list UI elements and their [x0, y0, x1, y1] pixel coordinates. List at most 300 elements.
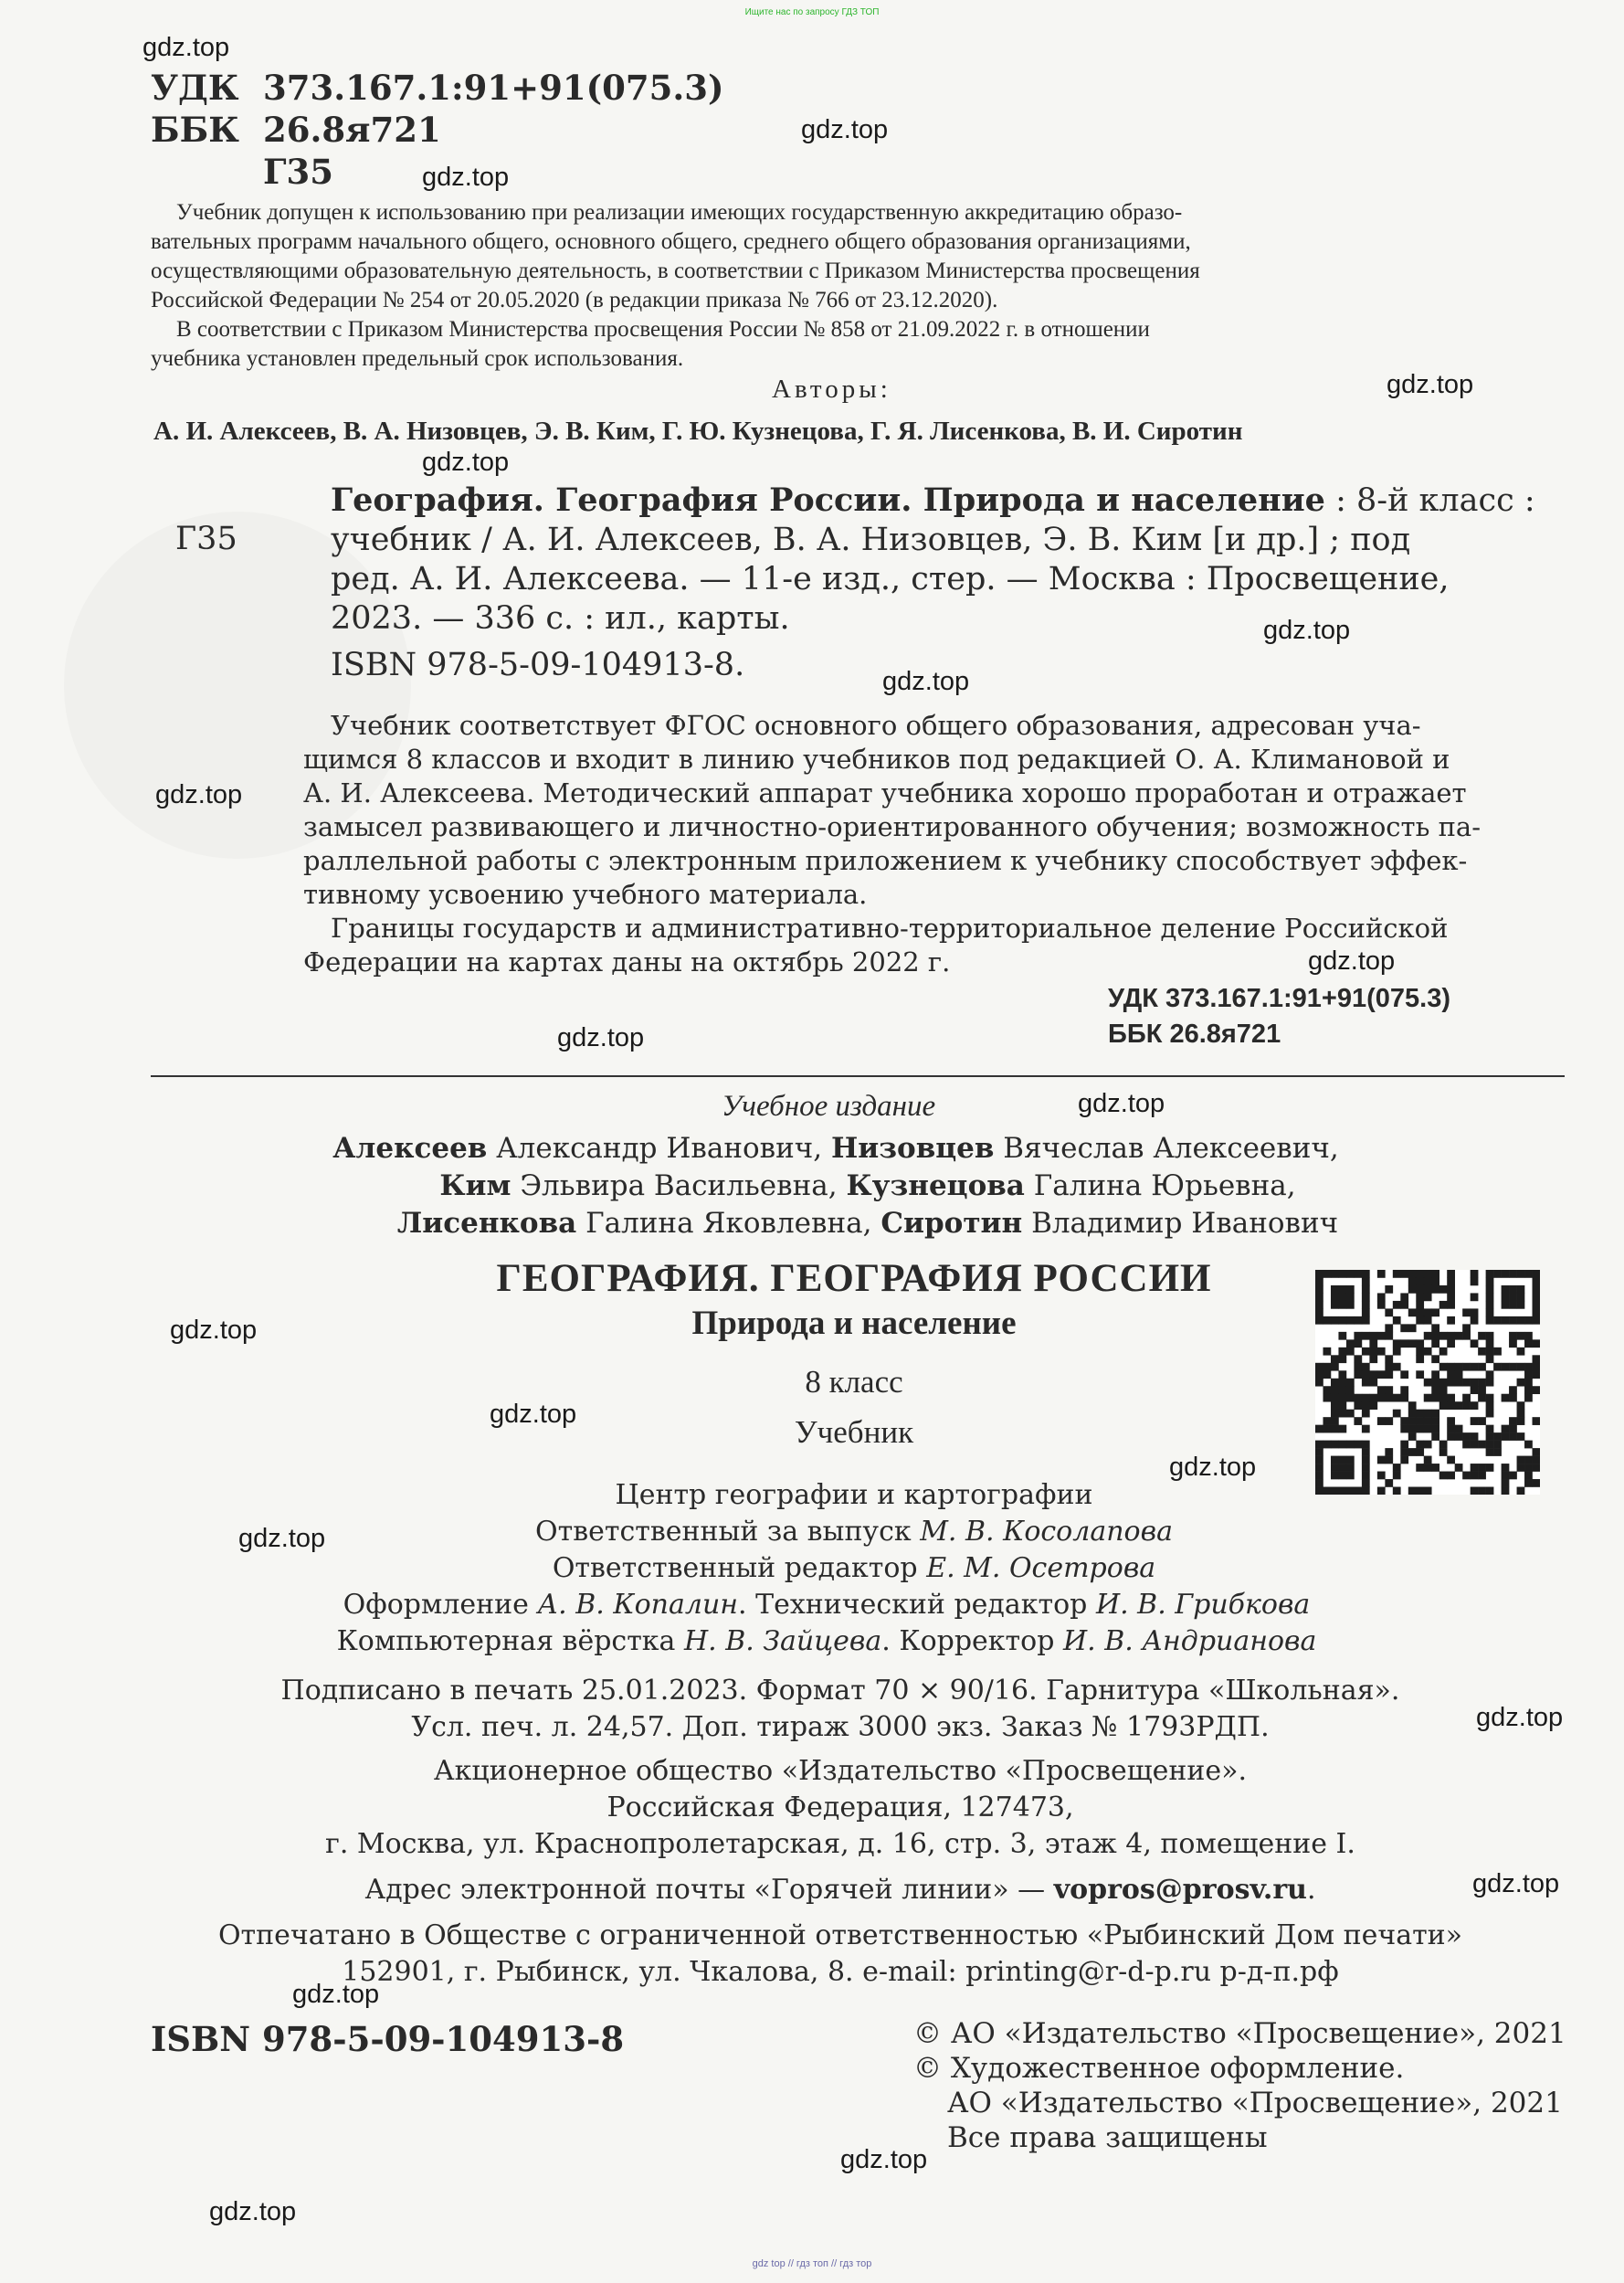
qr-module	[1424, 1464, 1432, 1472]
watermark: gdz.top	[1387, 370, 1474, 399]
qr-module	[1315, 1363, 1323, 1371]
watermark: gdz.top	[801, 115, 889, 144]
qr-module	[1517, 1432, 1525, 1441]
qr-module	[1315, 1316, 1323, 1325]
print-line: Российская Федерация, 127473,	[606, 1792, 1074, 1823]
qr-module	[1509, 1316, 1517, 1325]
qr-module	[1424, 1332, 1432, 1340]
qr-module	[1408, 1487, 1417, 1495]
credit-label: Компьютерная вёрстка	[336, 1625, 676, 1657]
credits-center: Центр географии и картографии	[615, 1479, 1093, 1511]
qr-module	[1393, 1472, 1401, 1480]
section-divider	[151, 1075, 1565, 1077]
qr-module	[1377, 1394, 1386, 1402]
author-given: Владимир Иванович	[1022, 1207, 1339, 1240]
annotation-udk: УДК 373.167.1:91+91(075.3)	[1108, 984, 1450, 1013]
qr-module	[1524, 1394, 1533, 1402]
qr-module	[1408, 1277, 1417, 1285]
qr-module	[1486, 1355, 1494, 1363]
approval-line: Российской Федерации № 254 от 20.05.2020 (в редакции приказа № 766 от 23.12.2020).	[151, 288, 998, 312]
qr-module	[1346, 1379, 1355, 1387]
qr-module	[1455, 1332, 1463, 1340]
qr-module	[1502, 1432, 1510, 1441]
qr-module	[1462, 1324, 1471, 1332]
bibliographic-record	[331, 481, 1536, 685]
qr-module	[1369, 1370, 1377, 1379]
qr-module	[1533, 1293, 1540, 1301]
qr-module	[1408, 1425, 1417, 1433]
qr-module	[1338, 1394, 1346, 1402]
qr-module	[1447, 1293, 1455, 1301]
watermark: gdz.top	[142, 33, 230, 62]
qr-module	[1486, 1308, 1494, 1316]
qr-module	[1400, 1370, 1408, 1379]
print-line: Отпечатано в Обществе с ограниченной ответственностью «Рыбинский Дом печати»	[217, 1919, 1463, 1951]
qr-module	[1517, 1487, 1525, 1495]
qr-module	[1354, 1401, 1362, 1410]
author-given: Галина Юрьевна,	[1024, 1169, 1296, 1202]
qr-module	[1524, 1379, 1533, 1387]
qr-module	[1493, 1363, 1502, 1371]
qr-module	[1346, 1394, 1355, 1402]
qr-module	[1400, 1456, 1408, 1464]
qr-module	[1400, 1386, 1408, 1394]
watermark: gdz.top	[422, 163, 510, 192]
qr-module	[1362, 1308, 1370, 1316]
qr-module	[1509, 1472, 1517, 1480]
qr-module	[1471, 1270, 1479, 1278]
author-surname: Сиротин	[881, 1207, 1023, 1240]
qr-module	[1524, 1316, 1533, 1325]
qr-module	[1524, 1441, 1533, 1449]
print-line: г. Москва, ул. Краснопролетарская, д. 16, стр. 3, этаж 4, помещение I.	[325, 1828, 1355, 1860]
annotation-line: А. И. Алексеева. Методический аппарат учебника хорошо проработан и отражает	[303, 777, 1467, 809]
watermark: gdz.top	[882, 667, 970, 696]
qr-module	[1502, 1464, 1510, 1472]
bib-line: учебник / А. И. Алексеев, В. А. Низовцев, Э. В. Ким [и др.] ; под	[331, 522, 1411, 558]
qr-module	[1331, 1316, 1339, 1325]
qr-module	[1502, 1472, 1510, 1480]
qr-module	[1338, 1285, 1346, 1294]
watermark: gdz.top	[170, 1316, 258, 1345]
qr-module	[1431, 1277, 1439, 1285]
qr-module	[1400, 1394, 1408, 1402]
approval-line: вательных программ начального общего, основного общего, среднего общего образования организациями,	[151, 229, 1191, 254]
qr-module	[1478, 1464, 1486, 1472]
qr-module	[1509, 1386, 1517, 1394]
qr-module	[1346, 1472, 1355, 1480]
qr-module	[1502, 1394, 1510, 1402]
qr-module	[1493, 1448, 1502, 1456]
qr-module	[1323, 1363, 1331, 1371]
qr-module	[1416, 1448, 1424, 1456]
qr-module	[1416, 1285, 1424, 1294]
credit-label: . Корректор	[881, 1625, 1055, 1657]
qr-module	[1408, 1324, 1417, 1332]
print-line: 152901, г. Рыбинск, ул. Чкалова, 8. e-mail: printing@r-d-p.ru р-д-п.рф	[342, 1956, 1339, 1988]
qr-module	[1424, 1487, 1432, 1495]
qr-module	[1524, 1456, 1533, 1464]
qr-module	[1362, 1363, 1370, 1371]
qr-module	[1431, 1370, 1439, 1379]
annotation-line: щимся 8 классов и входит в линию учебников под редакцией О. А. Климановой и	[303, 744, 1450, 775]
qr-module	[1385, 1370, 1393, 1379]
credits-line	[365, 1550, 1343, 1587]
qr-module	[1315, 1464, 1323, 1472]
qr-module	[1462, 1308, 1471, 1316]
qr-module	[1400, 1301, 1408, 1309]
qr-module	[1447, 1401, 1455, 1410]
annotation-line: тивному усвоению учебного материала.	[303, 879, 868, 910]
qr-module	[1354, 1394, 1362, 1402]
qr-module	[1393, 1464, 1401, 1472]
qr-module	[1447, 1417, 1455, 1425]
qr-module	[1439, 1301, 1448, 1309]
credit-label: Ответственный за выпуск	[535, 1516, 912, 1548]
qr-module	[1431, 1410, 1439, 1418]
qr-module	[1400, 1293, 1408, 1301]
qr-module	[1524, 1479, 1533, 1487]
qr-module	[1338, 1301, 1346, 1309]
qr-module	[1517, 1316, 1525, 1325]
top-note: Ищите нас по запросу ГДЗ ТОП	[744, 7, 880, 17]
qr-module	[1369, 1339, 1377, 1348]
qr-module	[1439, 1448, 1448, 1456]
qr-module	[1455, 1379, 1463, 1387]
qr-module	[1509, 1417, 1517, 1425]
qr-module	[1486, 1339, 1494, 1348]
qr-module	[1447, 1379, 1455, 1387]
udk-label: УДК	[151, 68, 239, 108]
qr-module	[1346, 1386, 1355, 1394]
qr-module	[1393, 1316, 1401, 1325]
author-surname: Кузнецова	[846, 1169, 1025, 1202]
qr-module	[1447, 1425, 1455, 1433]
qr-module	[1354, 1417, 1362, 1425]
qr-module	[1524, 1386, 1533, 1394]
qr-module	[1509, 1339, 1517, 1348]
qr-module	[1533, 1363, 1540, 1371]
qr-module	[1471, 1487, 1479, 1495]
qr-module	[1331, 1363, 1339, 1371]
copyright-block	[913, 2016, 1571, 2155]
qr-module	[1478, 1441, 1486, 1449]
qr-module	[1362, 1441, 1370, 1449]
qr-module	[1362, 1370, 1370, 1379]
qr-module	[1517, 1401, 1525, 1410]
qr-module	[1338, 1401, 1346, 1410]
qr-module	[1323, 1417, 1331, 1425]
qr-module	[1346, 1441, 1355, 1449]
qr-module	[1400, 1441, 1408, 1449]
qr-module	[1323, 1348, 1331, 1356]
print-line: Акционерное общество «Издательство «Просвещение».	[433, 1755, 1248, 1787]
qr-module	[1502, 1270, 1510, 1278]
qr-module	[1455, 1464, 1463, 1472]
qr-module	[1385, 1386, 1393, 1394]
qr-module	[1362, 1277, 1370, 1285]
qr-module	[1362, 1401, 1370, 1410]
qr-module	[1331, 1270, 1339, 1278]
qr-module	[1338, 1386, 1346, 1394]
credits-line	[311, 1623, 1343, 1660]
authors-names: А. И. Алексеев, В. А. Низовцев, Э. В. Ким, Г. Ю. Кузнецова, Г. Я. Лисенкова, В. И. Сиротин	[153, 417, 1243, 446]
qr-module	[1331, 1386, 1339, 1394]
qr-module	[1462, 1472, 1471, 1480]
qr-module	[1338, 1355, 1346, 1363]
qr-module	[1416, 1270, 1424, 1278]
qr-module	[1393, 1339, 1401, 1348]
qr-module	[1331, 1301, 1339, 1309]
qr-module	[1439, 1332, 1448, 1340]
qr-module	[1471, 1472, 1479, 1480]
bbk-label: ББК	[151, 110, 239, 150]
qr-module	[1416, 1308, 1424, 1316]
qr-module	[1408, 1401, 1417, 1410]
qr-module	[1486, 1370, 1494, 1379]
qr-module	[1338, 1370, 1346, 1379]
qr-module	[1362, 1464, 1370, 1472]
qr-module	[1315, 1370, 1323, 1379]
qr-module	[1439, 1379, 1448, 1387]
qr-module	[1393, 1487, 1401, 1495]
qr-module	[1331, 1456, 1339, 1464]
qr-module	[1331, 1417, 1339, 1425]
qr-module	[1377, 1332, 1386, 1340]
qr-module	[1462, 1379, 1471, 1387]
author-surname: Лисенкова	[396, 1207, 577, 1240]
qr-module	[1323, 1425, 1331, 1433]
annotation-line: раллельной работы с электронным приложением к учебнику способствует эффек-	[303, 845, 1468, 876]
qr-module	[1385, 1332, 1393, 1340]
qr-module	[1517, 1379, 1525, 1387]
qr-module	[1331, 1285, 1339, 1294]
qr-module	[1377, 1301, 1386, 1309]
qr-module	[1323, 1270, 1331, 1278]
qr-module	[1502, 1487, 1510, 1495]
qr-module	[1362, 1270, 1370, 1278]
qr-module	[1471, 1464, 1479, 1472]
qr-module	[1533, 1355, 1540, 1363]
qr-module	[1486, 1332, 1494, 1340]
qr-module	[1533, 1339, 1540, 1348]
qr-module	[1408, 1410, 1417, 1418]
annotation-bbk: ББК 26.8я721	[1108, 1020, 1281, 1049]
qr-module	[1486, 1432, 1494, 1441]
qr-module	[1424, 1417, 1432, 1425]
qr-module	[1486, 1487, 1494, 1495]
author-surname: Алексеев	[332, 1132, 488, 1165]
watermark: gdz.top	[1169, 1453, 1257, 1482]
qr-module	[1424, 1277, 1432, 1285]
edition-label: Учебное издание	[722, 1090, 936, 1123]
qr-module	[1354, 1487, 1362, 1495]
qr-module	[1331, 1293, 1339, 1301]
qr-module	[1493, 1441, 1502, 1449]
qr-module	[1385, 1456, 1393, 1464]
author-given: Галина Яковлевна,	[576, 1207, 881, 1240]
qr-module	[1486, 1277, 1494, 1285]
approval-text	[151, 198, 1565, 374]
print-line: Подписано в печать 25.01.2023. Формат 70 × 90/16. Гарнитура «Школьная».	[280, 1675, 1400, 1707]
qr-module	[1424, 1270, 1432, 1278]
copyright-line: АО «Издательство «Просвещение», 2021	[947, 2087, 1563, 2119]
qr-module	[1486, 1270, 1494, 1278]
credit-name: И. В. Андрианова	[1062, 1625, 1317, 1657]
isbn-bottom: ISBN 978-5-09-104913-8	[151, 2019, 625, 2059]
qr-module	[1509, 1394, 1517, 1402]
credits-block	[336, 1477, 1343, 1660]
qr-module	[1493, 1432, 1502, 1441]
qr-module	[1431, 1324, 1439, 1332]
qr-module	[1471, 1316, 1479, 1325]
hotline-text: Адрес электронной почты «Горячей линии» —	[364, 1874, 1054, 1906]
qr-module	[1455, 1425, 1463, 1433]
qr-module	[1517, 1363, 1525, 1371]
qr-module	[1502, 1363, 1510, 1371]
approval-line: осуществляющими образовательную деятельность, в соответствии с Приказом Министерства просвещения	[151, 259, 1200, 283]
qr-module	[1408, 1339, 1417, 1348]
qr-module	[1315, 1308, 1323, 1316]
qr-module	[1362, 1410, 1370, 1418]
qr-module	[1331, 1401, 1339, 1410]
watermark: gdz.top	[557, 1023, 645, 1052]
qr-module	[1462, 1394, 1471, 1402]
qr-module	[1471, 1379, 1479, 1387]
qr-code	[1315, 1270, 1540, 1495]
qr-module	[1369, 1394, 1377, 1402]
qr-module	[1533, 1448, 1540, 1456]
watermark: gdz.top	[292, 1980, 380, 2009]
qr-module	[1431, 1379, 1439, 1387]
watermark: gdz.top	[1078, 1089, 1165, 1118]
qr-module	[1424, 1348, 1432, 1356]
qr-module	[1369, 1355, 1377, 1363]
qr-module	[1385, 1285, 1393, 1294]
annotation-line: Границы государств и административно-территориальное деление Российской	[331, 913, 1449, 944]
qr-module	[1338, 1332, 1346, 1340]
qr-module	[1369, 1379, 1377, 1387]
qr-module	[1354, 1316, 1362, 1325]
qr-module	[1424, 1394, 1432, 1402]
authors-label: Авторы:	[772, 375, 891, 404]
qr-module	[1447, 1301, 1455, 1309]
bib-title: География. География России. Природа и население	[331, 481, 1325, 519]
qr-module	[1354, 1370, 1362, 1379]
credits-line	[365, 1514, 1343, 1550]
bib-isbn: ISBN 978-5-09-104913-8.	[331, 647, 745, 683]
qr-module	[1517, 1293, 1525, 1301]
qr-module	[1447, 1472, 1455, 1480]
qr-module	[1354, 1339, 1362, 1348]
qr-module	[1362, 1332, 1370, 1340]
qr-module	[1385, 1355, 1393, 1363]
watermark: gdz.top	[1476, 1703, 1564, 1732]
qr-module	[1524, 1270, 1533, 1278]
qr-module	[1362, 1479, 1370, 1487]
watermark: gdz.top	[1263, 616, 1351, 645]
watermark: gdz.top	[490, 1400, 577, 1429]
qr-module	[1517, 1332, 1525, 1340]
credit-name: И. В. Грибкова	[1095, 1589, 1311, 1621]
qr-module	[1416, 1348, 1424, 1356]
qr-module	[1338, 1270, 1346, 1278]
g-code: Г35	[263, 152, 334, 192]
approval-line: В соответствии с Приказом Министерства просвещения России № 858 от 21.09.2022 г. в отношении	[176, 317, 1150, 342]
qr-module	[1338, 1425, 1346, 1433]
qr-module	[1362, 1301, 1370, 1309]
qr-module	[1478, 1487, 1486, 1495]
qr-module	[1431, 1432, 1439, 1441]
qr-module	[1338, 1441, 1346, 1449]
qr-module	[1331, 1410, 1339, 1418]
bib-line: ред. А. И. Алексеева. — 11-е изд., стер. — Москва : Просвещение,	[331, 561, 1450, 597]
credit-label: Ответственный редактор	[552, 1552, 918, 1584]
qr-module	[1408, 1285, 1417, 1294]
qr-module	[1400, 1339, 1408, 1348]
qr-module	[1315, 1456, 1323, 1464]
qr-module	[1502, 1425, 1510, 1433]
qr-module	[1462, 1363, 1471, 1371]
qr-module	[1362, 1316, 1370, 1325]
qr-module	[1315, 1448, 1323, 1456]
qr-module	[1424, 1308, 1432, 1316]
qr-module	[1424, 1293, 1432, 1301]
qr-module	[1408, 1308, 1417, 1316]
print-line	[183, 1872, 1498, 1908]
qr-module	[1408, 1432, 1417, 1441]
qr-module	[1346, 1270, 1355, 1278]
qr-module	[1447, 1363, 1455, 1371]
qr-module	[1486, 1379, 1494, 1387]
author-surname: Ким	[439, 1169, 511, 1202]
qr-module	[1533, 1464, 1540, 1472]
author-surname: Низовцев	[830, 1132, 995, 1165]
qr-module	[1478, 1472, 1486, 1480]
qr-module	[1471, 1417, 1479, 1425]
qr-module	[1431, 1464, 1439, 1472]
qr-module	[1424, 1425, 1432, 1433]
qr-module	[1439, 1401, 1448, 1410]
qr-module	[1471, 1432, 1479, 1441]
qr-module	[1462, 1332, 1471, 1340]
qr-module	[1447, 1339, 1455, 1348]
bib-line: 2023. — 336 с. : ил., карты.	[331, 600, 790, 637]
qr-module	[1455, 1363, 1463, 1371]
qr-module	[1447, 1316, 1455, 1325]
qr-module	[1362, 1394, 1370, 1402]
qr-module	[1533, 1316, 1540, 1325]
bbk-value: 26.8я721	[263, 110, 441, 150]
qr-module	[1393, 1348, 1401, 1356]
qr-module	[1416, 1293, 1424, 1301]
qr-module	[1385, 1448, 1393, 1456]
qr-module	[1431, 1339, 1439, 1348]
qr-module	[1447, 1277, 1455, 1285]
watermark: gdz.top	[1472, 1869, 1560, 1898]
qr-module	[1431, 1355, 1439, 1363]
qr-module	[1338, 1456, 1346, 1464]
qr-module	[1471, 1401, 1479, 1410]
qr-module	[1447, 1370, 1455, 1379]
qr-module	[1362, 1472, 1370, 1480]
qr-module	[1447, 1285, 1455, 1294]
qr-module	[1385, 1394, 1393, 1402]
qr-module	[1377, 1472, 1386, 1480]
qr-module	[1315, 1441, 1323, 1449]
qr-module	[1408, 1448, 1417, 1456]
qr-module	[1385, 1479, 1393, 1487]
